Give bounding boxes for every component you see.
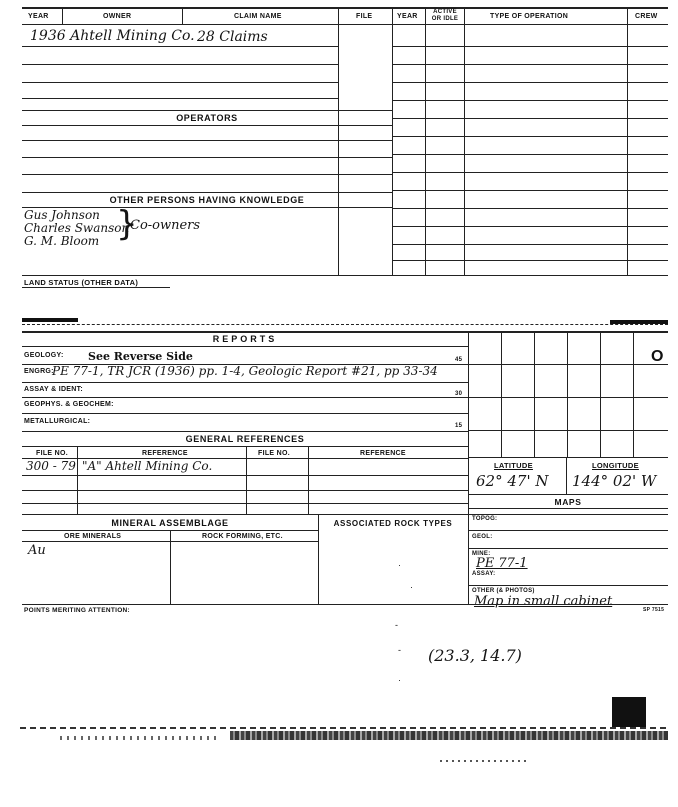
reports-right-sep [468,331,469,604]
grid-col [534,331,535,457]
engrg-value: PE 77-1, TR JCR (1936) pp. 1-4, Geologic Report #21, pp 33-34 [52,364,438,378]
form-number: SP 7515 [643,607,665,613]
scan-smudge [22,318,78,322]
scan-speck: · [398,560,401,570]
row-line [22,82,338,83]
mine-value: PE 77-1 [476,556,528,571]
land-status-underline [22,287,170,288]
points-meriting-attention-label: POINTS MERITING ATTENTION: [24,607,131,614]
row-line [22,192,392,193]
grid-row [468,364,668,365]
torn-edge [22,324,668,325]
row-line [22,140,392,141]
claim-entry: 28 Claims [197,29,268,45]
owner-entry: 1936 Ahtell Mining Co. [30,28,195,44]
grid-col [567,331,568,457]
row-line [392,190,668,191]
scan-speck: - [398,645,401,655]
ref-reference-entry: "A" Ahtell Mining Co. [82,459,213,473]
reports-top-border [22,331,668,333]
person-2: Charles Swanson [24,221,130,235]
header-year-right: YEAR [397,13,418,20]
row-line [22,446,468,447]
brace-glyph: } [116,204,138,244]
associated-rock-types-title: ASSOCIATED ROCK TYPES [333,519,453,528]
land-status-label: LAND STATUS (OTHER DATA) [24,278,139,287]
ore-minerals-value: Au [28,543,46,558]
header-active-idle: ACTIVE OR IDLE [431,9,459,22]
scan-speck: · [410,582,413,592]
row-line [22,490,468,491]
scan-speck: - [395,620,398,630]
mineral-assemblage-title: MINERAL ASSEMBLAGE [111,518,229,528]
col-sep [62,7,63,24]
header-file: FILE [356,13,373,20]
row-line [468,494,668,495]
grid-col [501,331,502,457]
row-line [392,172,668,173]
other-photos-label: OTHER (& PHOTOS) [472,588,535,594]
longitude-label: LONGITUDE [592,461,639,470]
file-no-label-2: FILE NO. [258,450,290,457]
scan-noise-line [60,736,220,740]
ore-minerals-label: ORE MINERALS [64,533,122,540]
row-line [392,100,668,101]
row-line [22,604,668,605]
header-type-of-operation: TYPE OF OPERATION [490,13,569,20]
row-line [22,157,392,158]
row-line [392,244,668,245]
scale-15: 15 [455,423,463,429]
header-owner: OWNER [103,13,132,20]
section-bottom-rule [22,275,668,276]
general-references-title: GENERAL REFERENCES [185,434,305,444]
col-sep [425,7,426,275]
scan-noise-line [20,727,668,729]
geophys-label: GEOPHYS. & GEOCHEM: [24,401,114,408]
geol-label: GEOL: [472,534,493,540]
row-line [22,503,468,504]
row-line [22,174,392,175]
rock-forming-label: ROCK FORMING, ETC. [202,533,283,540]
row-line [392,82,668,83]
row-line [392,46,668,47]
row-line [468,548,668,549]
topog-label: TOPOG: [472,516,498,522]
corner-mark: O [651,348,664,365]
reference-label: REFERENCE [142,450,188,457]
row-line [22,125,392,126]
row-line [22,413,468,414]
col-sep [464,7,465,275]
latitude-label: LATITUDE [494,461,533,470]
grid-row [468,457,668,458]
header-crew: CREW [635,13,658,20]
header-claim-name: CLAIM NAME [234,13,282,20]
row-line [392,260,668,261]
row-line [22,110,392,111]
row-line [392,208,668,209]
metallurgical-label: METALLURGICAL: [24,418,91,425]
file-no-label: FILE NO. [36,450,68,457]
geology-value: See Reverse Side [88,350,193,363]
operators-title: OPERATORS [176,113,238,123]
person-1: Gus Johnson [24,208,100,222]
grid-row [468,430,668,431]
row-line [22,346,468,347]
scan-noise-band [230,731,668,740]
mine-label: MINE: [472,551,491,557]
reference-label-2: REFERENCE [360,450,406,457]
row-line [392,118,668,119]
row-line [392,64,668,65]
coordinate-note: (23.3, 14.7) [428,646,522,665]
header-year: YEAR [28,13,49,20]
person-3: G. M. Bloom [24,234,100,248]
scale-30: 30 [455,391,463,397]
row-line [468,585,668,586]
latlong-sep [566,457,567,494]
row-line [392,136,668,137]
col-sep [338,7,339,275]
row-line [468,508,668,509]
scale-45: 45 [455,357,463,363]
scan-speck: · [398,675,401,685]
row-line [22,431,468,432]
other-persons-title: OTHER PERSONS HAVING KNOWLEDGE [109,195,305,205]
col-sep [627,7,628,275]
other-photos-value: Map in small cabinet [474,594,613,609]
persons-note: Co-owners [130,218,201,233]
assay-ident-label: ASSAY & IDENT: [24,386,84,393]
map-assay-label: ASSAY: [472,571,496,577]
row-line [22,475,468,476]
reports-title: REPORTS [212,334,278,344]
top-border [22,7,668,9]
scan-noise-line [440,760,530,762]
col-sep [392,7,393,275]
col-sep [182,7,183,24]
scan-smudge [612,697,646,727]
row-line [392,226,668,227]
latitude-value: 62° 47' N [476,472,549,490]
ref-file-entry: 300 - 79 [26,459,76,473]
longitude-value: 144° 02' W [572,472,657,490]
row-line [22,98,338,99]
grid-col [633,331,634,457]
grid-col [600,331,601,457]
row-line [22,46,338,47]
grid-row [468,397,668,398]
row-line [392,154,668,155]
geology-label: GEOLOGY: [24,352,64,359]
row-line [22,382,468,383]
header-rule [22,24,668,25]
maps-title: MAPS [554,497,582,507]
row-line [22,397,468,398]
row-line [22,64,338,65]
row-line [22,514,668,515]
row-line [468,530,668,531]
col-sep [170,530,171,604]
engrg-label: ENGRG: [24,368,54,375]
